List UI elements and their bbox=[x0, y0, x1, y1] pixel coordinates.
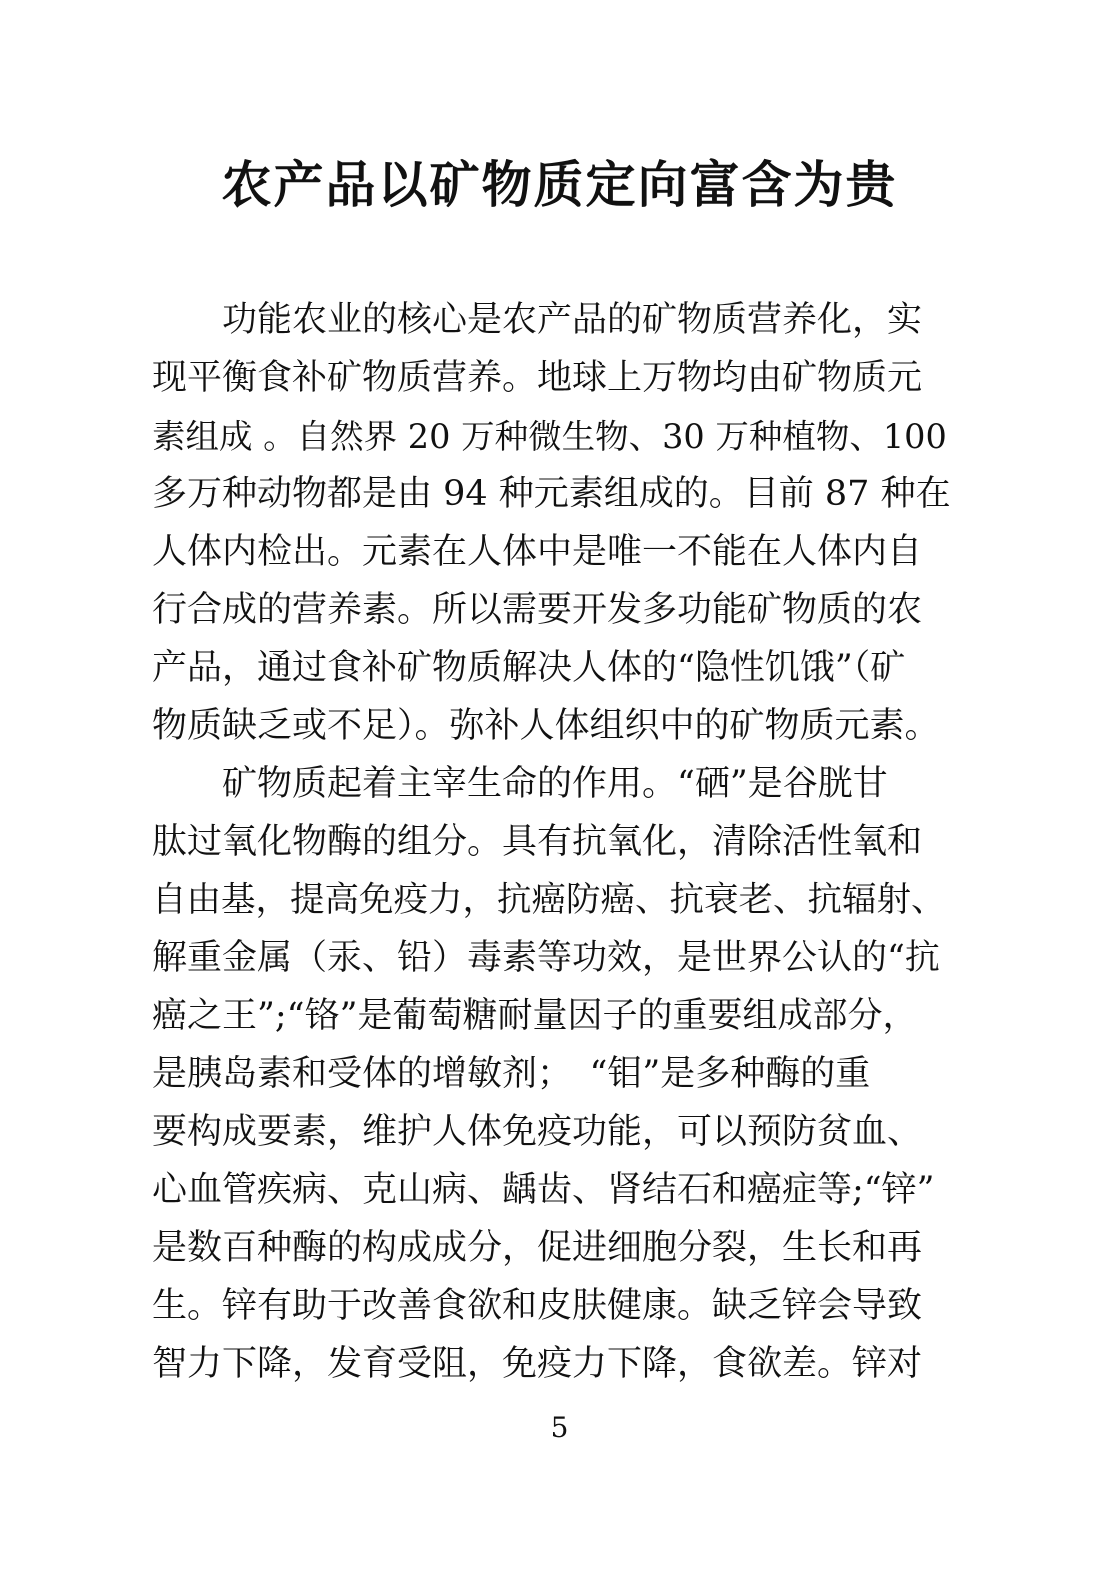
text-line: 物质缺乏或不足）。弥补人体组织中的矿物质元素。 bbox=[152, 706, 940, 746]
text-line: 功能农业的核心是农产品的矿物质营养化，实 bbox=[152, 300, 923, 340]
text-line: 自由基，提高免疫力，抗癌防癌、抗衰老、抗辐射、 bbox=[152, 880, 946, 920]
text-line: 素组成 。自然界 20 万种微生物、30 万种植物、100 bbox=[152, 417, 947, 456]
text-line: 产品，通过食补矿物质解决人体的“隐性饥饿”（矿 bbox=[152, 648, 906, 688]
text-line: 肽过氧化物酶的组分。具有抗氧化，清除活性氧和 bbox=[152, 822, 923, 862]
text-line: 心血管疾病、克山病、龋齿、肾结石和癌症等;“锌” bbox=[152, 1170, 935, 1210]
page-number: 5 bbox=[550, 1411, 569, 1444]
text-line: 是胰岛素和受体的增敏剂； “钼”是多种酶的重 bbox=[152, 1054, 871, 1094]
text-line: 生。锌有助于改善食欲和皮肤健康。缺乏锌会导致 bbox=[152, 1286, 923, 1326]
text-line: 解重金属（汞、铅）毒素等功效，是世界公认的“抗 bbox=[152, 938, 940, 978]
text-line: 要构成要素，维护人体免疫功能，可以预防贫血、 bbox=[152, 1112, 923, 1152]
text-line: 智力下降，发育受阻，免疫力下降，食欲差。锌对 bbox=[152, 1344, 923, 1384]
text-line: 癌之王”;“铬”是葡萄糖耐量因子的重要组成部分， bbox=[152, 996, 918, 1036]
text-line: 人体内检出。元素在人体中是唯一不能在人体内自 bbox=[152, 532, 923, 572]
text-line: 矿物质起着主宰生命的作用。“硒”是谷胱甘 bbox=[152, 764, 888, 804]
text-line: 是数百种酶的构成成分，促进细胞分裂，生长和再 bbox=[152, 1228, 923, 1268]
text-line: 多万种动物都是由 94 种元素组成的。目前 87 种在 bbox=[152, 474, 951, 514]
page-title: 农产品以矿物质定向富含为贵 bbox=[221, 156, 898, 214]
text-line: 现平衡食补矿物质营养。地球上万物均由矿物质元 bbox=[152, 358, 923, 398]
text-line: 行合成的营养素。所以需要开发多功能矿物质的农 bbox=[152, 590, 923, 630]
